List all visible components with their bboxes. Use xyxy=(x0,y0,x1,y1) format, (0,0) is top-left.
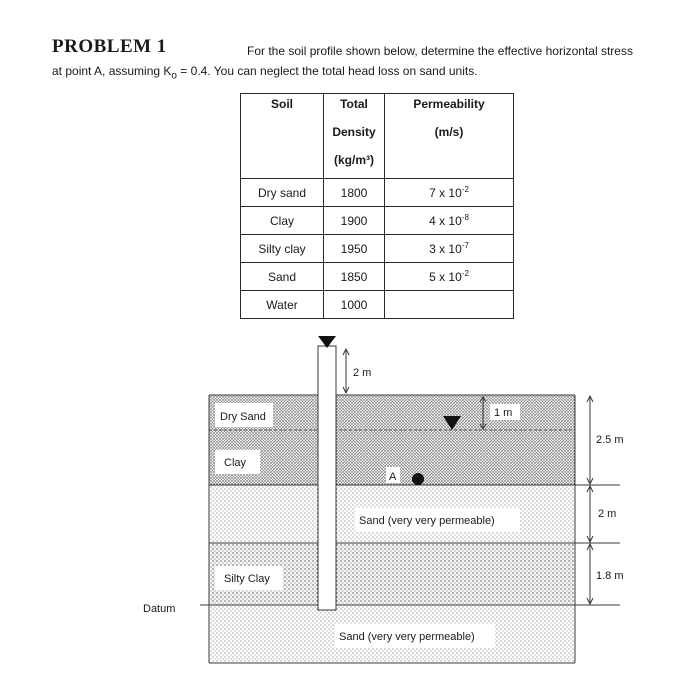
bottom-sand-label: Sand (very very permeable) xyxy=(339,631,475,643)
statement-text: = 0.4. You can neglect the total head loss on sand units. xyxy=(176,64,478,78)
header-density: Total Density (kg/m³) xyxy=(324,94,385,179)
point-a-marker xyxy=(412,473,424,485)
cell-density: 1000 xyxy=(324,291,385,319)
dry-sand-label: Dry Sand xyxy=(220,411,266,423)
header-permeability: Permeability (m/s) xyxy=(385,94,514,179)
cell-density: 1900 xyxy=(324,207,385,235)
statement-text: at point A, assuming K xyxy=(52,64,172,78)
dim-2m-layer-label: 2 m xyxy=(598,508,617,520)
cell-soil: Silty clay xyxy=(241,235,324,263)
cell-density: 1800 xyxy=(324,179,385,207)
dim-2m-label: 2 m xyxy=(353,367,372,379)
cell-soil: Dry sand xyxy=(241,179,324,207)
cell-permeability: 4 x $10^{-8}$ xyxy=(385,207,514,235)
cell-soil: Clay xyxy=(241,207,324,235)
sand-label: Sand (very very permeable) xyxy=(359,515,495,527)
piezometer-tube xyxy=(318,346,336,610)
cell-permeability: 5 x $10^{-2}$ xyxy=(385,263,514,291)
silty-clay-label: Silty Clay xyxy=(224,573,270,585)
point-a-label: A xyxy=(389,471,397,483)
datum-label: Datum xyxy=(143,603,176,615)
ko-subscript: o xyxy=(171,70,177,82)
header-soil: Soil xyxy=(241,94,324,179)
dim-1-8m-label: 1.8 m xyxy=(596,570,624,582)
dim-2-5m-label: 2.5 m xyxy=(596,434,624,446)
cell-soil: Water xyxy=(241,291,324,319)
clay-label: Clay xyxy=(224,457,247,469)
cell-density: 1850 xyxy=(324,263,385,291)
dim-1m-label: 1 m xyxy=(494,407,513,419)
problem-title: PROBLEM 1 xyxy=(52,36,167,57)
cell-permeability: 3 x $10^{-7}$ xyxy=(385,235,514,263)
cell-soil: Sand xyxy=(241,263,324,291)
problem-statement-line1: For the soil profile shown below, determine the effective horizontal stress xyxy=(247,44,633,58)
cell-density: 1950 xyxy=(324,235,385,263)
cell-permeability: 7 x $10^{-2}$ xyxy=(385,179,514,207)
piezometer-height-dimension xyxy=(343,349,349,393)
